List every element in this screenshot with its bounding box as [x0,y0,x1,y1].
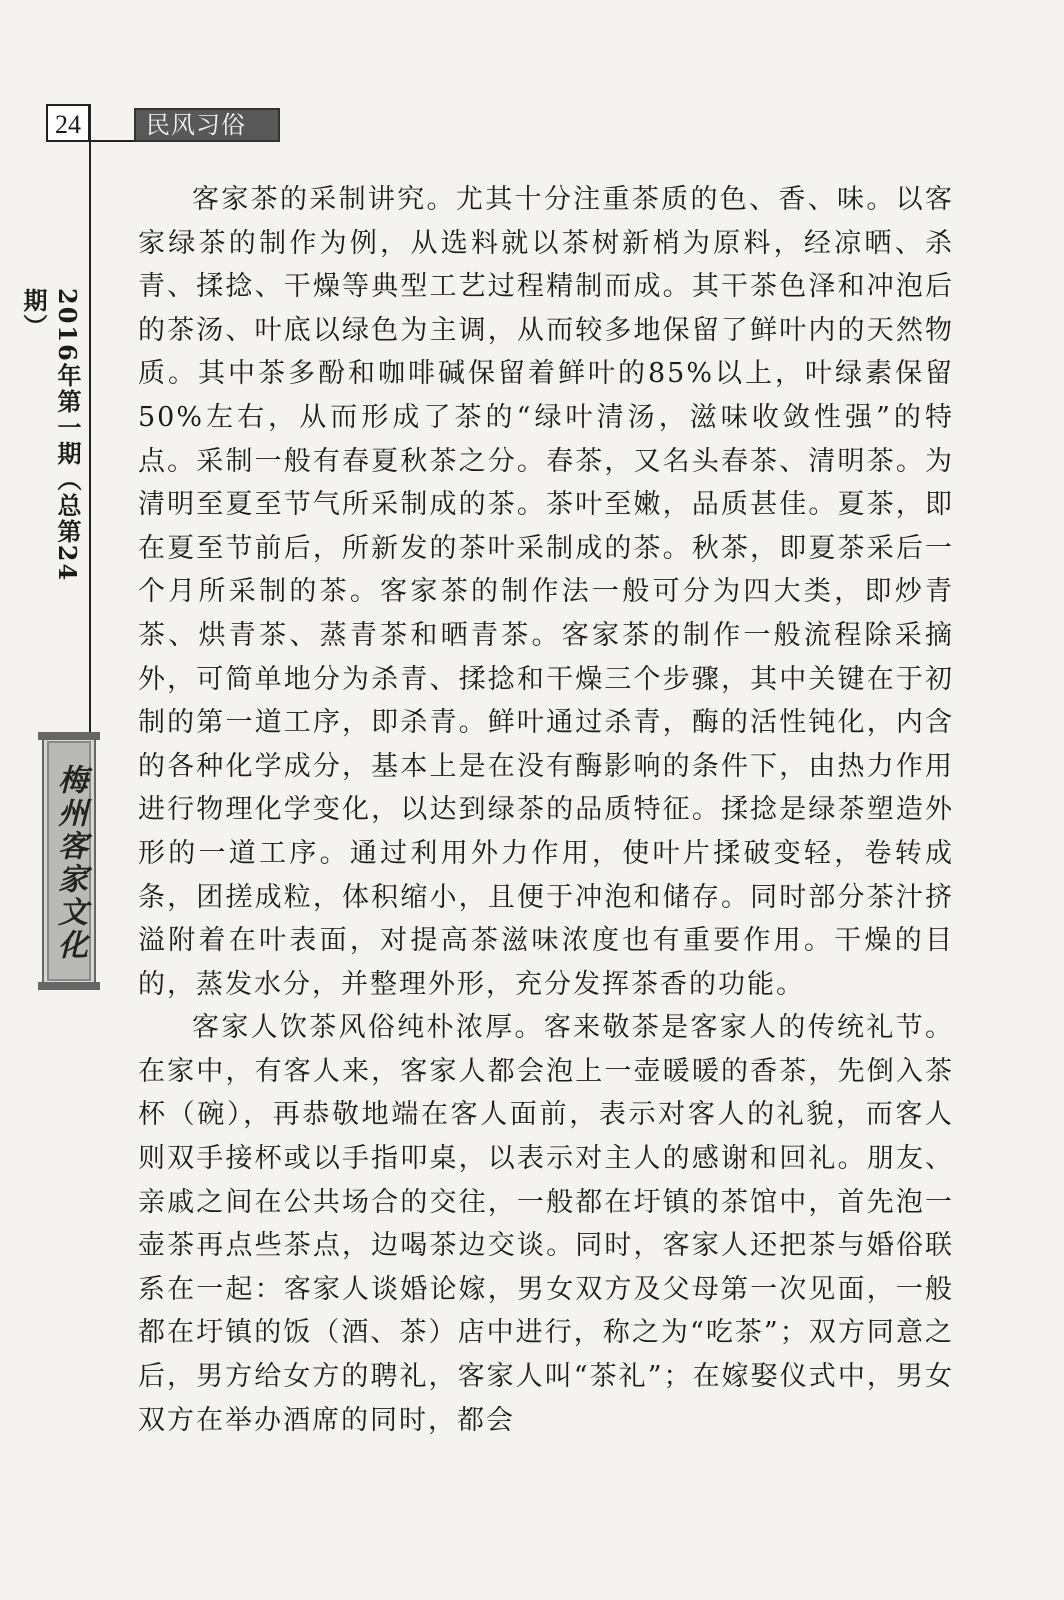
logo-calligraphy: 梅州客家文化 [52,764,87,962]
paragraph: 客家茶的采制讲究。尤其十分注重茶质的色、香、味。以客家绿茶的制作为例，从选料就以茶树新梢为原料，经凉晒、杀青、揉捻、干燥等典型工艺过程精制而成。其干茶色泽和冲泡后的茶汤、叶底以绿色为主调，从而较多地保留了鲜叶内的天然物质。其中茶多酚和咖啡碱保留着鲜叶的85%以上，叶绿素保留50%左右，从而形成了茶的“绿叶清汤，滋味收敛性强”的特点。采制一般有春夏秋茶之分。春茶，又名头春茶、清明茶。为清明至夏至节气所采制成的茶。茶叶至嫩，品质甚佳。夏茶，即在夏至节前后，所新发的茶叶采制成的茶。秋茶，即夏茶采后一个月所采制的茶。客家茶的制作法一般可分为四大类，即炒青茶、烘青茶、蒸青茶和晒青茶。客家茶的制作一般流程除采摘外，可简单地分为杀青、揉捻和干燥三个步骤，其中关键在于初制的第一道工序，即杀青。鲜叶通过杀青，酶的活性钝化，内含的各种化学成分，基本上是在没有酶影响的条件下，由热力作用进行物理化学变化，以达到绿茶的品质特征。揉捻是绿茶塑造外形的一道工序。通过利用外力作用，使叶片揉破变轻，卷转成条，团搓成粒，体积缩小，且便于冲泡和储存。同时部分茶汁挤溢附着在叶表面，对提高茶滋味浓度也有重要作用。干燥的目的，蒸发水分，并整理外形，充分发挥茶香的功能。 [138,184,954,1000]
scroll-cap-top [38,732,100,740]
header-rule [90,140,140,142]
page-number: 24 [46,104,90,142]
margin-rule [89,104,91,764]
paragraph: 客家人饮茶风俗纯朴浓厚。客来敬茶是客家人的传统礼节。在家中，有客人来，客家人都会泡上一壶暖暖的香茶，先倒入茶杯（碗），再恭敬地端在客人面前，表示对客人的礼貌，而客人则双手接杯或以手指叩桌，以表示对主人的感谢和回礼。朋友、亲戚之间在公共场合的交往，一般都在圩镇的茶馆中，首先泡一壶茶再点些茶点，边喝茶边交谈。同时，客家人还把茶与婚俗联系在一起：客家人谈婚论嫁，男女双方及父母第一次见面，一般都在圩镇的饭（酒、茶）店中进行，称之为“吃茶”；双方同意之后，男方给女方的聘礼，客家人叫“茶礼”；在嫁娶仪式中，男女双方在举办酒席的同时，都会 [138,1012,954,1436]
journal-logo [42,736,96,986]
section-title: 民风习俗 [134,108,280,142]
article-body [138,178,954,1442]
issue-label: 2016年第一期（总第24期） [19,288,82,583]
scroll-cap-bottom [38,982,100,990]
